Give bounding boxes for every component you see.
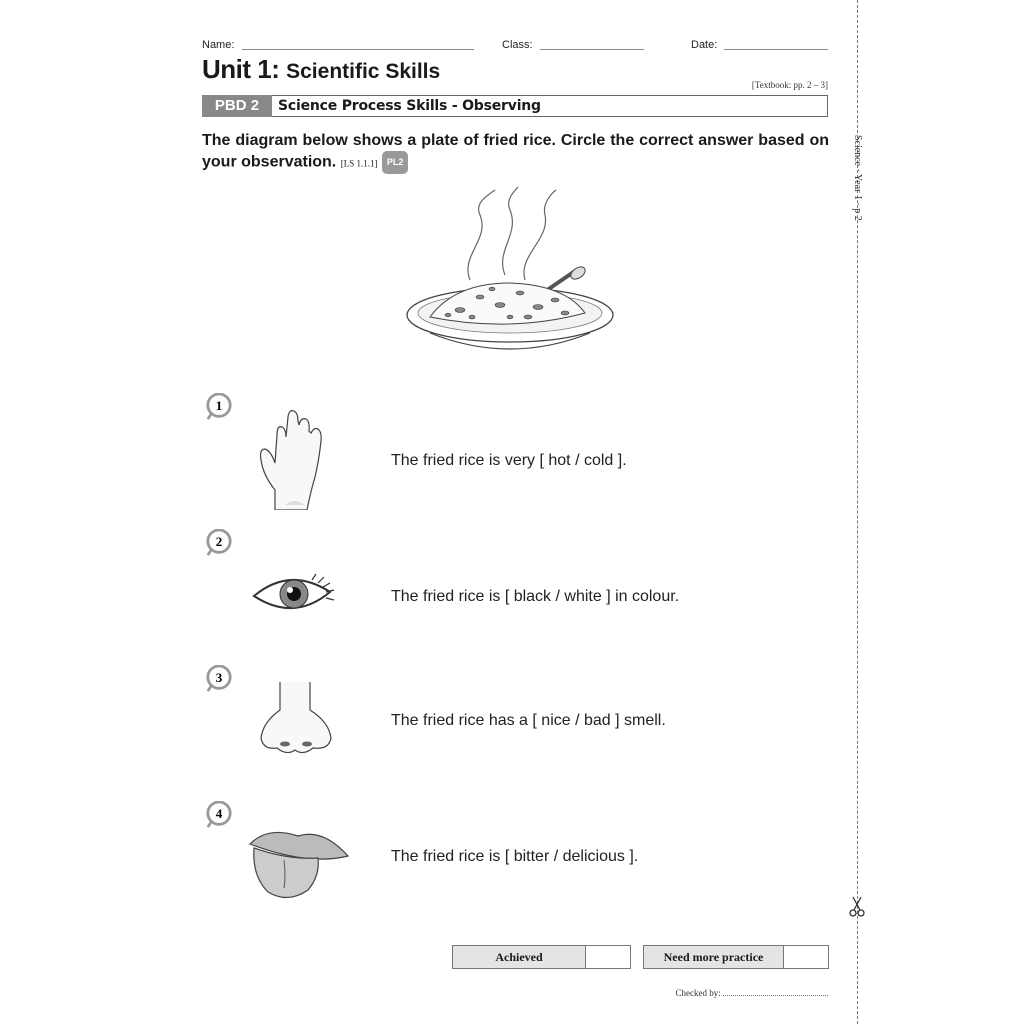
unit-subtitle: Scientific Skills [286,60,441,83]
question-number-badge [205,529,233,557]
checked-by [676,988,829,998]
question-number-badge [205,393,233,421]
practice-checkbox[interactable] [783,945,829,969]
question-text: The fried rice is very [ hot / cold ]. [391,452,627,469]
tongue-icon [248,826,350,900]
instruction [202,130,829,175]
textbook-reference: [Textbook: pp. 2 – 3] [751,80,828,90]
question-text: The fried rice is [ bitter / delicious ]. [391,848,639,865]
achieved-checkbox[interactable] [585,945,631,969]
achieved-label: Achieved [452,945,586,969]
question-number: 3 [215,669,223,685]
question-number: 2 [215,533,223,549]
question-text: The fried rice is [ black / white ] in colour. [391,588,680,605]
steam-icon [468,187,556,280]
practice-label: Need more practice [643,945,784,969]
question-text: The fried rice has a [ nice / bad ] smell. [391,712,666,729]
name-field[interactable] [242,49,474,50]
unit-number: Unit 1: [202,54,280,84]
date-field[interactable] [724,49,828,50]
checked-by-field[interactable] [723,995,828,996]
scissors-icon [849,896,865,918]
nose-icon [255,682,335,762]
pbd-tag: PBD 2 [202,95,272,117]
class-label: Class: [502,39,533,51]
eye-icon [250,572,338,617]
name-label: Name: [202,39,235,51]
instruction-text: The diagram below shows a plate of fried rice. Circle the correct answer based on your observation. [202,132,829,171]
learning-standard: [LS 1.1.1] [340,158,378,169]
performance-level-badge: PL2 [382,151,409,174]
question-number-badge [205,801,233,829]
fried-rice-plate-illustration [400,185,620,360]
side-label: Science · Year 1 · p 2 [852,135,863,221]
date-label: Date: [691,39,718,51]
hand-icon [255,405,335,510]
question-number: 1 [215,397,223,413]
section-title: Science Process Skills - Observing [278,98,541,114]
checked-by-label: Checked by: [675,988,721,998]
question-number: 4 [215,805,223,821]
question-number-badge [205,665,233,693]
class-field[interactable] [540,49,644,50]
page-title [202,54,440,85]
